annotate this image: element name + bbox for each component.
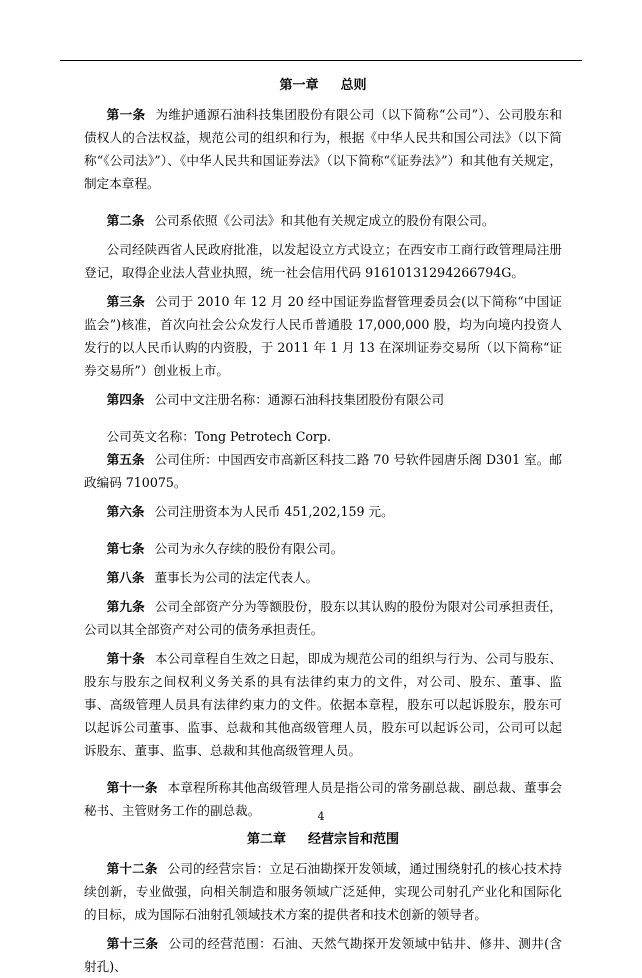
article-1: [84, 103, 562, 195]
header-rule: [60, 60, 582, 61]
article-3: [84, 290, 562, 382]
article-label: 第五条: [106, 452, 145, 467]
article-label: 第七条: [106, 541, 145, 556]
article-text: 公司中文注册名称：通源石油科技集团股份有限公司: [154, 392, 445, 407]
chapter-number: 第一章: [279, 78, 319, 93]
article-10: [84, 647, 562, 762]
article-label: 第十三条: [106, 936, 159, 951]
article-4: [84, 388, 562, 411]
chapter-title: 总则: [340, 78, 367, 93]
article-label: 第九条: [106, 599, 145, 614]
article-text: 公司的经营范围：石油、天然气勘探开发领域中钻井、修井、测井(含射孔)、: [84, 936, 562, 974]
article-text: 为维护通源石油科技集团股份有限公司（以下简称“公司”）、公司股东和债权人的合法权益，规范公司的组织和行为，根据《中华人民共和国公司法》（以下简称“《公司法》”）、《中华人民共和国证券法》（以下简称“《证券法》”）和其他有关规定，制定本章程。: [84, 107, 562, 191]
chapter-heading: [84, 74, 562, 97]
chapter-heading: [84, 828, 562, 851]
article-2: [84, 209, 562, 232]
article-label: 第四条: [106, 392, 145, 407]
article-text: 公司注册资本为人民币 451,202,159 元。: [154, 504, 394, 519]
article-label: 第六条: [106, 504, 145, 519]
article-text: 公司住所：中国西安市高新区科技二路 70 号软件园唐乐阁 D301 室。邮政编码 710075。: [84, 452, 562, 490]
article-5: [84, 448, 562, 494]
article-6: [84, 500, 562, 523]
article-7: [84, 537, 562, 560]
article-2-paragraph: [84, 238, 562, 284]
article-label: 第十二条: [106, 861, 158, 876]
page-number: 4: [317, 810, 325, 823]
article-text: 董事长为公司的法定代表人。: [154, 570, 319, 585]
article-label: 第八条: [106, 570, 145, 585]
article-text: 公司为永久存续的股份有限公司。: [154, 541, 344, 556]
article-12: [84, 857, 562, 926]
article-label: 第十条: [106, 651, 145, 666]
article-9: [84, 595, 562, 641]
article-4-english-name: [84, 425, 562, 448]
article-label: 第一条: [106, 107, 146, 122]
article-text: 公司于 2010 年 12 月 20 经中国证券监督管理委员会(以下简称“中国证监会”)核准，首次向社会公众发行人民币普通股 17,000,000 股，均为向境内投资人发行的以人民币认购的内资股，于 2011 年 1 月 13 在深圳证券交易所（以下简称“证券交易所”）创业板上市。: [84, 294, 562, 378]
article-text: 本公司章程自生效之日起，即成为规范公司的组织与行为、公司与股东、股东与股东之间权利义务关系的具有法律约束力的文件，对公司、股东、董事、监事、高级管理人员具有法律约束力的文件。依据本章程，股东可以起诉股东，股东可以起诉公司董事、监事、总裁和其他高级管理人员，股东可以起诉公司，公司可以起诉股东、董事、监事、总裁和其他高级管理人员。: [84, 651, 563, 758]
article-13: [84, 932, 562, 978]
article-text: 公司经陕西省人民政府批准，以发起设立方式设立；在西安市工商行政管理局注册登记，取得企业法人营业执照，统一社会信用代码 91610131294266794G。: [84, 242, 562, 280]
article-text: 公司的经营宗旨：立足石油勘探开发领域，通过围绕射孔的核心技术持续创新，专业做强，向相关制造和服务领域广泛延伸，实现公司射孔产业化和国际化的目标，成为国际石油射孔领域技术方案的提供者和技术创新的领导者。: [84, 861, 563, 922]
article-8: [84, 566, 562, 589]
document-body: [84, 74, 562, 978]
article-label: 第三条: [106, 294, 145, 309]
article-label: 第十一条: [106, 780, 158, 795]
article-text: 公司英文名称：Tong Petrotech Corp.: [106, 429, 332, 444]
chapter-number: 第二章: [246, 832, 286, 847]
article-label: 第二条: [106, 213, 145, 228]
article-text: 本章程所称其他高级管理人员是指公司的常务副总裁、副总裁、董事会秘书、主管财务工作的副总裁。: [84, 780, 563, 818]
chapter-title: 经营宗旨和范围: [308, 832, 400, 847]
article-text: 公司全部资产分为等额股份，股东以其认购的股份为限对公司承担责任，公司以其全部资产对公司的债务承担责任。: [84, 599, 563, 637]
article-text: 公司系依照《公司法》和其他有关规定成立的股份有限公司。: [154, 213, 495, 228]
